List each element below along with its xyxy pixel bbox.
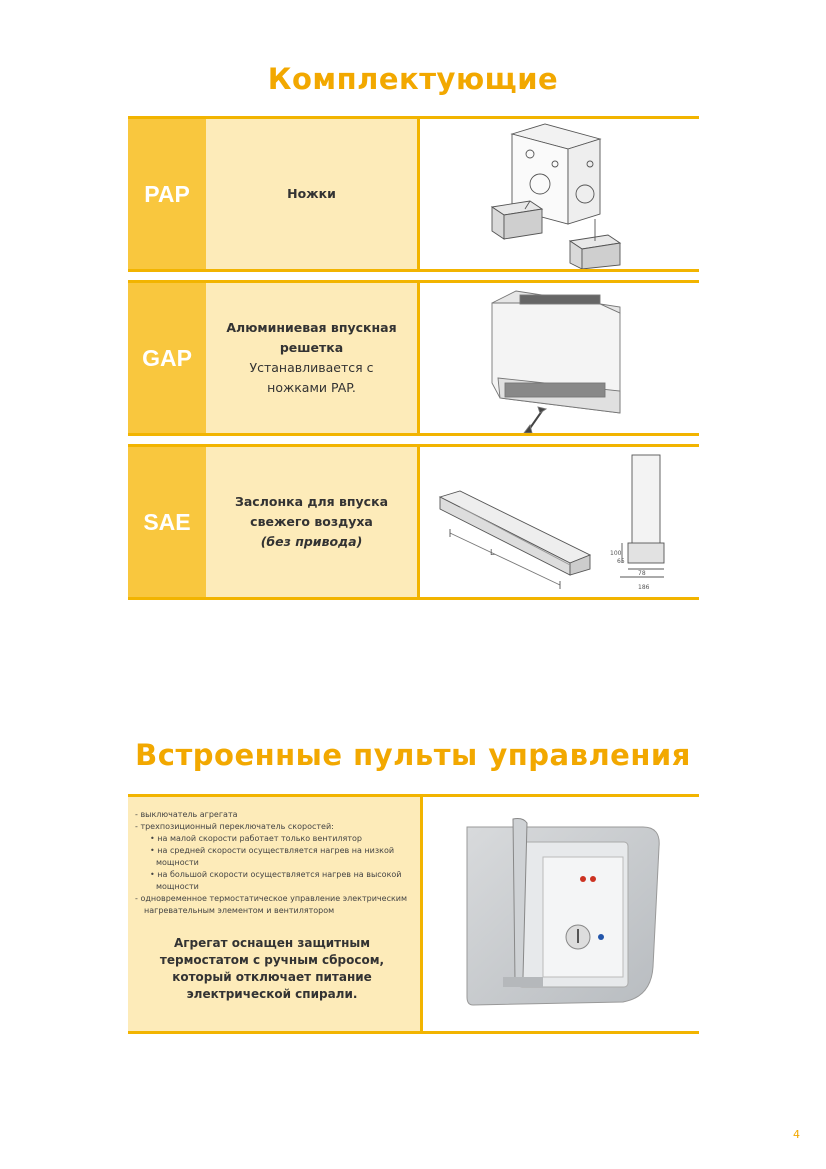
accessory-note-cont: ножками PAP. [267, 380, 356, 395]
accessory-note: (без привода) [260, 534, 363, 549]
dimension-label: 186 [638, 584, 650, 591]
feet-illustration [420, 119, 694, 269]
accessory-code: SAE [128, 447, 206, 597]
controls-description [128, 797, 423, 1031]
damper-illustration [420, 447, 694, 597]
list-item: • на малой скорости работает только вентилятор [132, 833, 412, 845]
section-title-controls: Встроенные пульты управления [135, 738, 691, 772]
accessory-name: Ножки [287, 186, 336, 201]
accessory-image-grille [420, 283, 699, 433]
list-item: - трехпозиционный переключатель скоростей: [132, 821, 412, 833]
dimension-label: 65 [617, 558, 625, 565]
list-item: - выключатель агрегата [132, 809, 412, 821]
accessory-image-damper [420, 447, 699, 597]
section-title-accessories: Комплектующие [267, 62, 559, 96]
safety-note: Агрегат оснащен защитным термостатом с ручным сбросом, который отключает питание электрической спирали. [159, 936, 385, 1001]
dimension-label: 78 [638, 570, 646, 577]
accessory-description [206, 283, 420, 433]
accessory-image-feet [420, 119, 699, 269]
accessory-row-gap [128, 280, 699, 436]
accessory-code: PAP [128, 119, 206, 269]
accessory-description [206, 119, 420, 269]
dimension-label: L [490, 548, 495, 557]
accessory-code: GAP [128, 283, 206, 433]
grille-illustration [420, 283, 694, 433]
accessory-name-cont: решетка [279, 340, 344, 355]
list-item: • на большой скорости осуществляется нагрев на высокой мощности [132, 869, 412, 893]
control-panel-photo [423, 797, 699, 1031]
accessory-row-sae [128, 444, 699, 600]
list-item: - одновременное термостатическое управление электрическим нагревательным элементом и вентилятором [132, 893, 412, 917]
dimension-label: 100 [610, 550, 622, 557]
accessory-description [206, 447, 420, 597]
accessory-row-pap [128, 116, 699, 272]
accessory-name: Алюминиевая впускная [226, 320, 397, 335]
page-number: 4 [793, 1128, 800, 1141]
accessory-name-cont: свежего воздуха [250, 514, 373, 529]
list-item: • на средней скорости осуществляется нагрев на низкой мощности [132, 845, 412, 869]
accessory-name: Заслонка для впуска [234, 494, 389, 509]
controls-feature-list [132, 809, 412, 917]
accessory-note: Устанавливается с [249, 360, 374, 375]
controls-panel [128, 794, 699, 1034]
control-unit-illustration [423, 797, 697, 1031]
